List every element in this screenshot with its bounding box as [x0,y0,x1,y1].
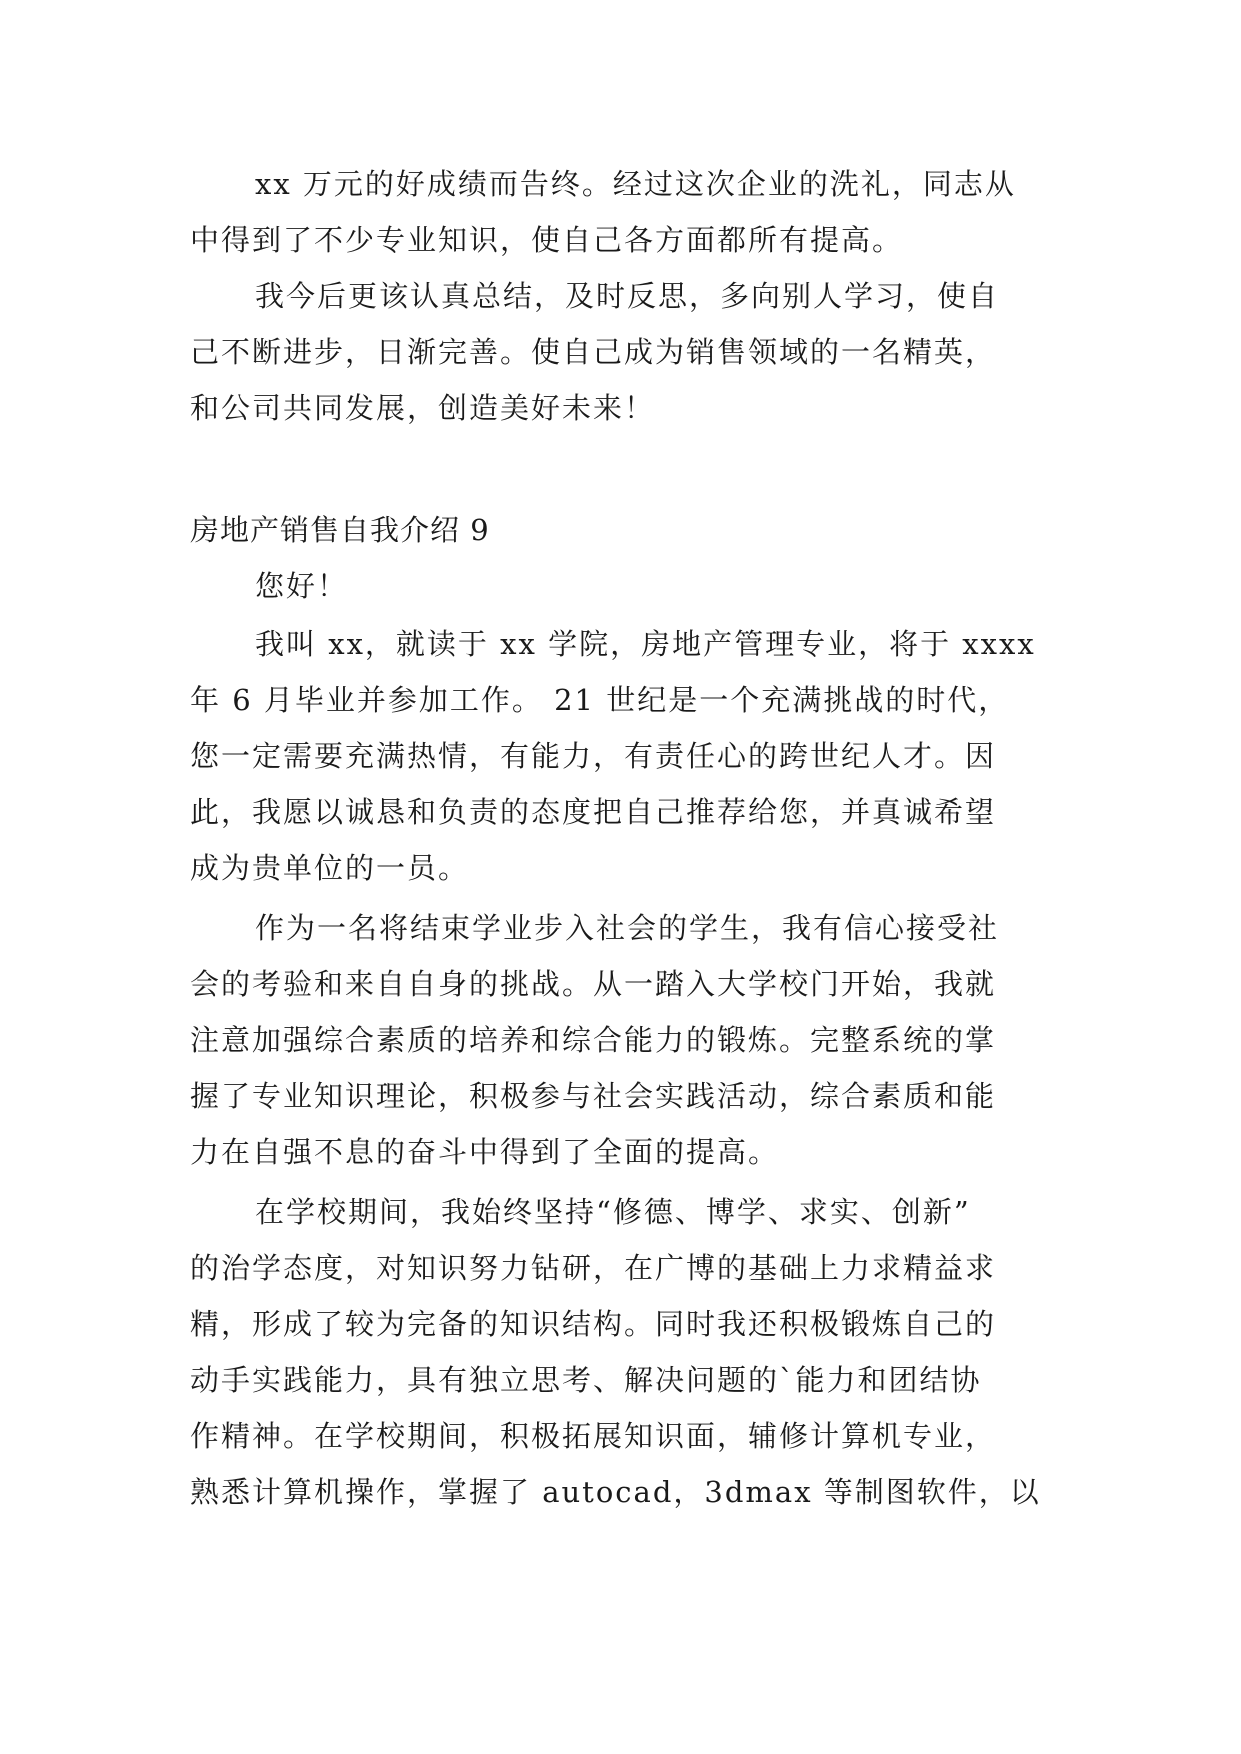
paragraph-line: 作为一名将结束学业步入社会的学生，我有信心接受社 [255,911,1000,945]
paragraph-line: 注意加强综合素质的培养和综合能力的锻炼。完整系统的掌 [190,1023,997,1057]
paragraph-line: 此，我愿以诚恳和负责的态度把自己推荐给您，并真诚希望 [190,795,997,829]
paragraph-line: 精，形成了较为完备的知识结构。同时我还积极锻炼自己的 [190,1307,997,1341]
paragraph-line: 会的考验和来自自身的挑战。从一踏入大学校门开始，我就 [190,967,997,1001]
paragraph-line: 和公司共同发展，创造美好未来！ [190,391,656,425]
paragraph-line: 作精神。在学校期间，积极拓展知识面，辅修计算机专业， [190,1419,997,1453]
paragraph-line: 动手实践能力，具有独立思考、解决问题的`能力和团结协 [190,1363,982,1397]
section-heading: 房地产销售自我介绍 9 [190,513,490,547]
paragraph-line: 握了专业知识理论，积极参与社会实践活动，综合素质和能 [190,1079,997,1113]
greeting-line: 您好！ [255,569,349,603]
paragraph-line: 熟悉计算机操作，掌握了 autocad，3dmax 等制图软件，以 [190,1475,1041,1509]
paragraph-line: 您一定需要充满热情，有能力，有责任心的跨世纪人才。因 [190,739,997,773]
paragraph-line: 己不断进步，日渐完善。使自己成为销售领域的一名精英， [190,335,997,369]
paragraph-line: 的治学态度，对知识努力钻研，在广博的基础上力求精益求 [190,1251,997,1285]
paragraph-line: 我今后更该认真总结，及时反思，多向别人学习，使自 [255,279,1000,313]
paragraph-line: 在学校期间，我始终坚持“修德、博学、求实、创新” [255,1195,971,1229]
paragraph-line: 力在自强不息的奋斗中得到了全面的提高。 [190,1135,780,1169]
paragraph-line: 成为贵单位的一员。 [190,851,470,885]
paragraph-line: 中得到了不少专业知识，使自己各方面都所有提高。 [190,223,904,257]
paragraph-line: xx 万元的好成绩而告终。经过这次企业的洗礼，同志从 [255,167,1016,201]
paragraph-line: 年 6 月毕业并参加工作。 21 世纪是一个充满挑战的时代， [190,683,1010,717]
paragraph-line: 我叫 xx，就读于 xx 学院，房地产管理专业，将于 xxxx [255,627,1036,661]
